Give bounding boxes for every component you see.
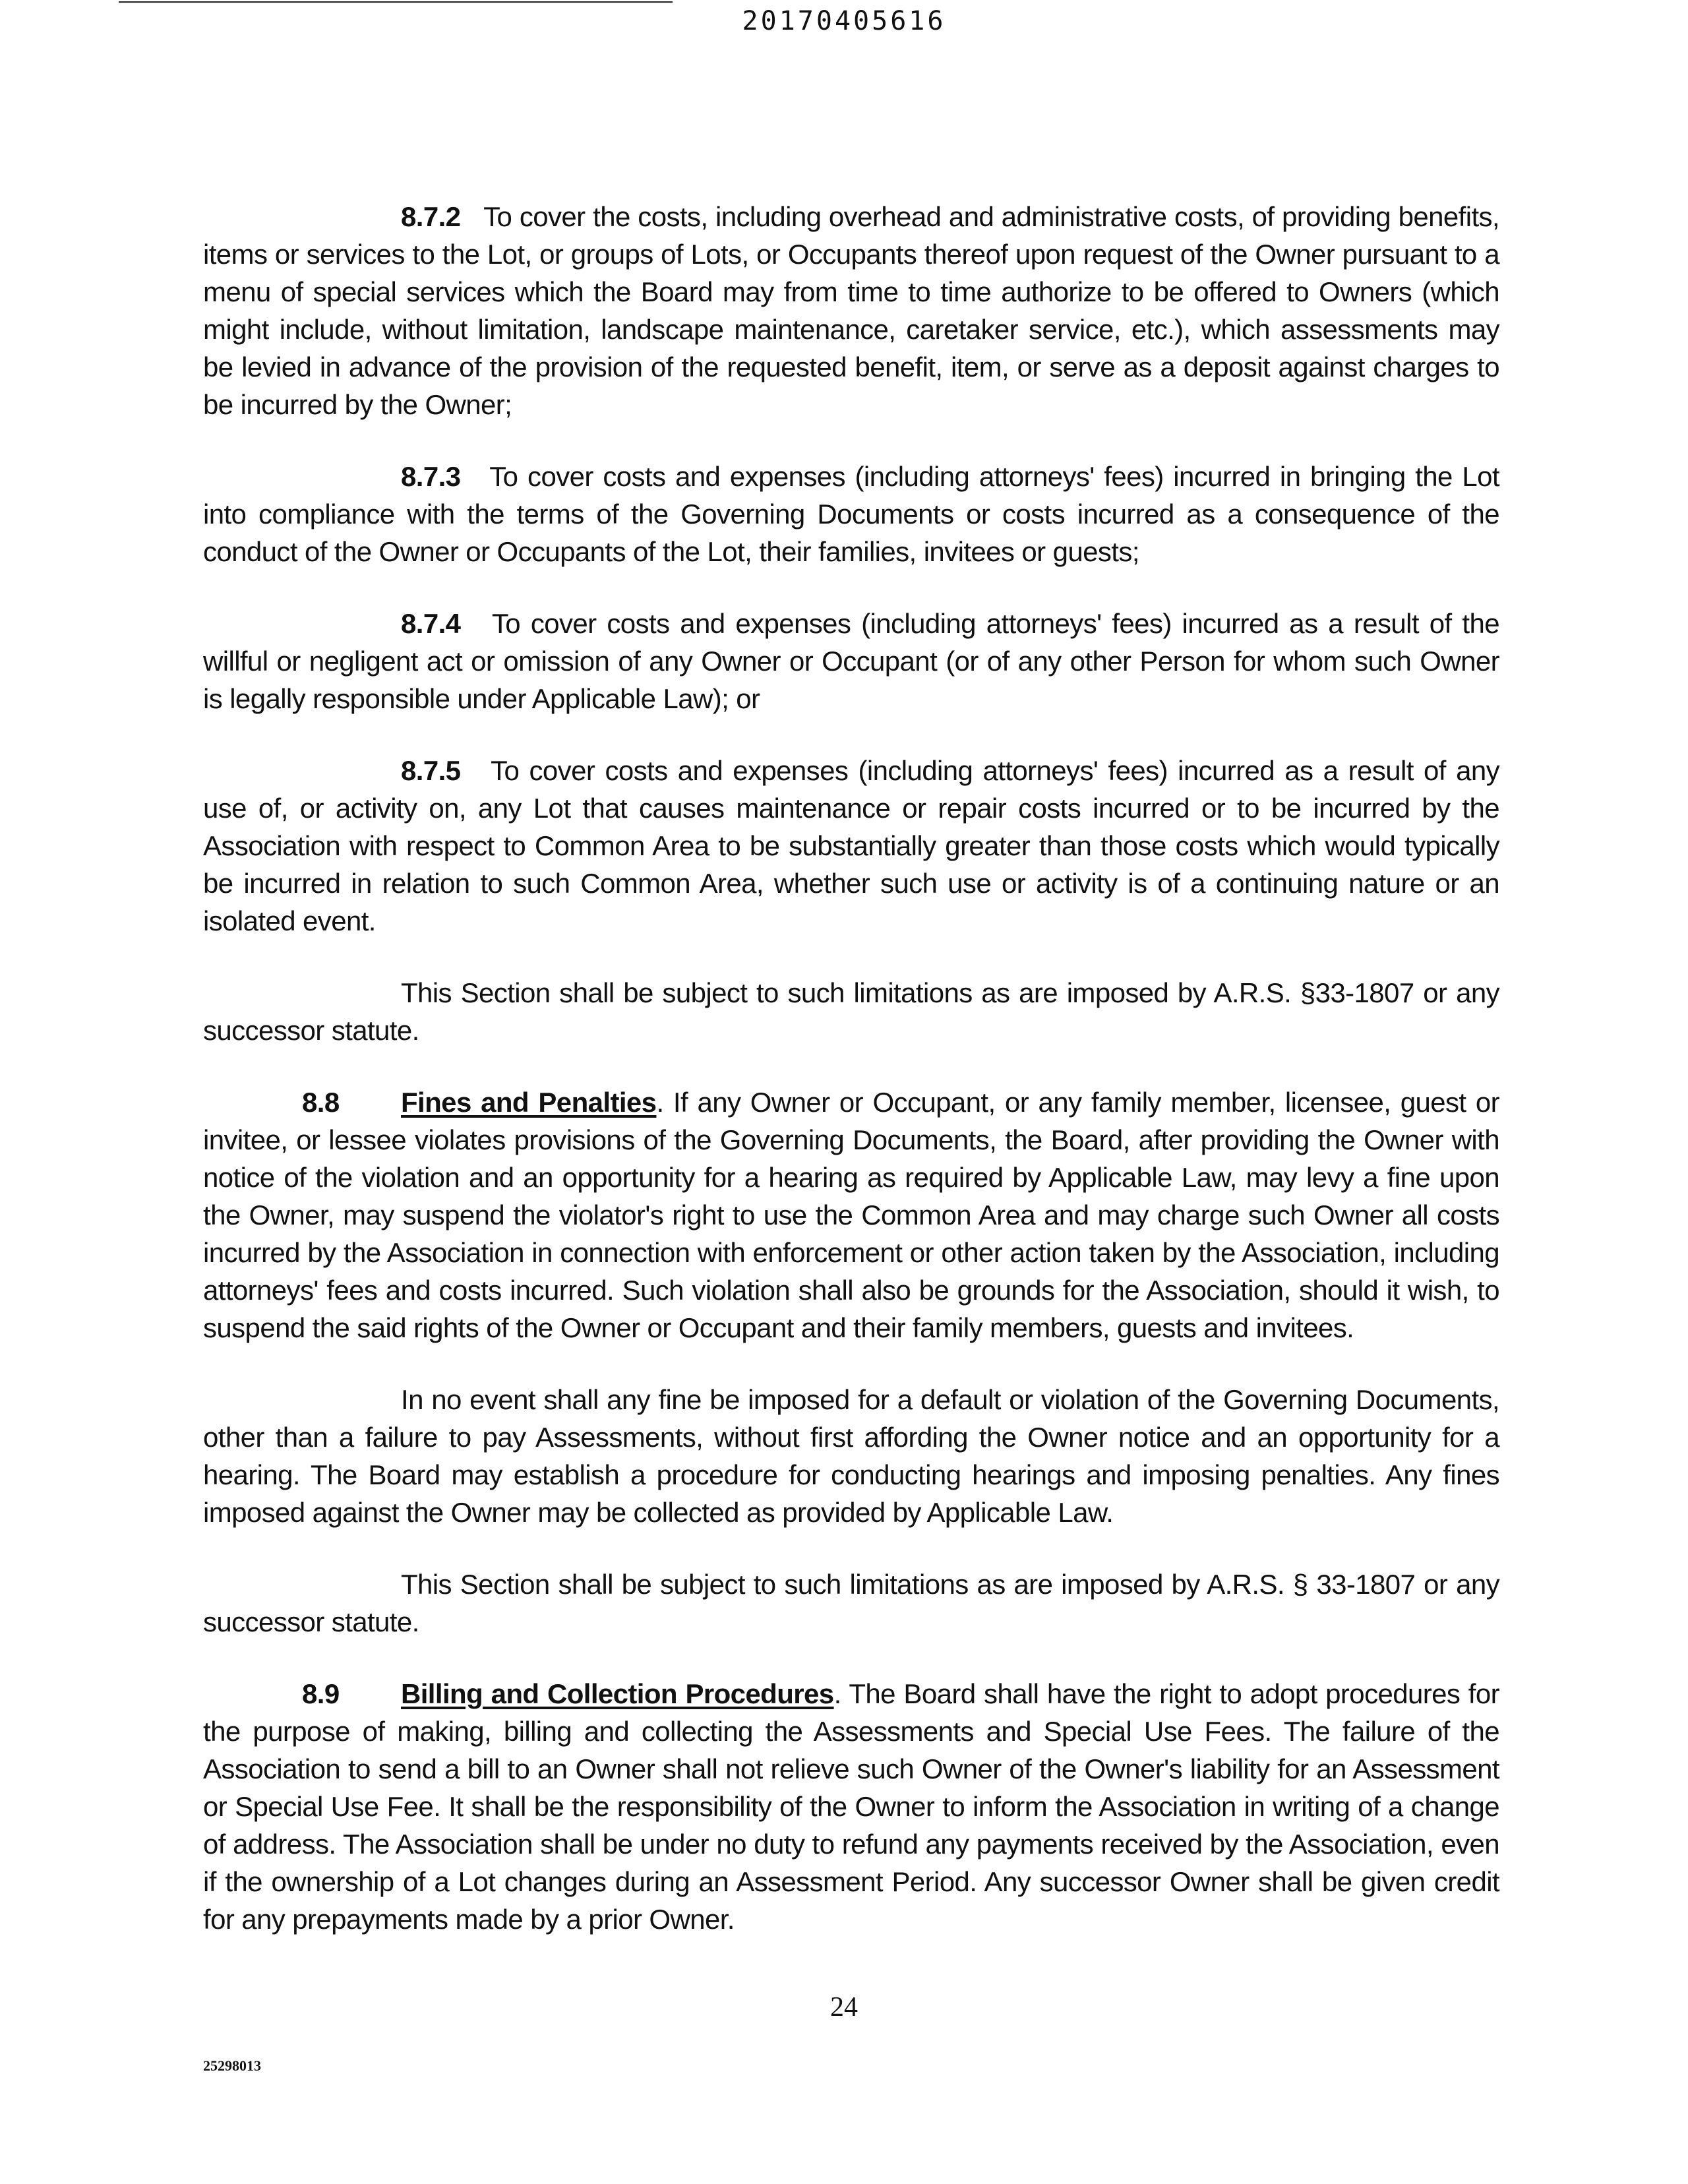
paragraph-text: In no event shall any fine be imposed for a default or violation of the Governing Documents, other than a failure to pay Assessments, without first affording the Owner notice and an opportunity for a hearing. The Board may establish a procedure for conducting hearings and imposing penalties. Any fines imposed against the Owner may be collected as provided by Applicable Law.	[203, 1384, 1499, 1528]
paragraph-8-7-5	[203, 752, 1499, 940]
paragraph-number: 8.7.4	[401, 608, 461, 639]
section-8-9-billing-and-collection	[203, 1675, 1499, 1938]
section-number: 8.8	[302, 1087, 340, 1118]
section-title: Fines and Penalties	[401, 1087, 657, 1118]
paragraph-text: This Section shall be subject to such limitations as are imposed by A.R.S. § 33-1807 or any successor statute.	[203, 1569, 1499, 1637]
paragraph-text: This Section shall be subject to such limitations as are imposed by A.R.S. §33-1807 or any successor statute.	[203, 977, 1499, 1046]
paragraph-text: To cover the costs, including overhead and administrative costs, of providing benefits, items or services to the Lot, or groups of Lots, or Occupants thereof upon request of the Owner pursuant to a menu of special services which the Board may from time to time authorize to be offered to Owners (which might include, without limitation, landscape maintenance, caretaker service, etc.), which assessments may be levied in advance of the provision of the requested benefit, item, or serve as a deposit against charges to be incurred by the Owner;	[203, 201, 1499, 420]
page-number: 24	[830, 1992, 858, 2022]
top-rule	[119, 1, 673, 3]
paragraph-text: To cover costs and expenses (including attorneys' fees) incurred in bringing the Lot into compliance with the terms of the Governing Documents or costs incurred as a consequence of the conduct of the Owner or Occupants of the Lot, their families, invitees or guests;	[203, 461, 1499, 567]
paragraph-text: To cover costs and expenses (including attorneys' fees) incurred as a result of the willful or negligent act or omission of any Owner or Occupant (or of any other Person for whom such Owner is legally responsible under Applicable Law); or	[203, 608, 1499, 714]
paragraph-8-7-2	[203, 198, 1499, 423]
paragraph-text: . If any Owner or Occupant, or any family member, licensee, guest or invitee, or lessee violates provisions of the Governing Documents, the Board, after providing the Owner with notice of the violation and an opportunity for a hearing as required by Applicable Law, may levy a fine upon the Owner, may suspend the violator's right to use the Common Area and may charge such Owner all costs incurred by the Association in connection with enforcement or other action taken by the Association, including attorneys' fees and costs incurred. Such violation shall also be grounds for the Association, should it wish, to suspend the said rights of the Owner or Occupant and their family members, guests and invitees.	[203, 1087, 1500, 1343]
section-8-8-fines-and-penalties	[203, 1083, 1499, 1347]
paragraph-8-7-3	[203, 458, 1499, 570]
document-body	[203, 198, 1499, 1938]
paragraph-8-7-4	[203, 605, 1499, 717]
paragraph-number: 8.7.5	[401, 755, 461, 786]
document-id: 25298013	[203, 2057, 261, 2074]
recording-number: 20170405616	[742, 6, 946, 36]
paragraph-text: To cover costs and expenses (including attorneys' fees) incurred as a result of any use of, or activity on, any Lot that causes maintenance or repair costs incurred or to be incurred by the Association with respect to Common Area to be substantially greater than those costs which would typically be incurred in relation to such Common Area, whether such use or activity is of a continuing nature or an isolated event.	[203, 755, 1499, 936]
paragraph-fines-hearing	[203, 1381, 1499, 1531]
section-number: 8.9	[302, 1678, 340, 1709]
paragraph-limitation-note	[203, 1565, 1499, 1641]
paragraph-number: 8.7.2	[401, 201, 461, 232]
paragraph-text: . The Board shall have the right to adopt procedures for the purpose of making, billing and collecting the Assessments and Special Use Fees. The failure of the Association to send a bill to an Owner shall not relieve such Owner of the Owner's liability for an Assessment or Special Use Fee. It shall be the responsibility of the Owner to inform the Association in writing of a change of address. The Association shall be under no duty to refund any payments received by the Association, even if the ownership of a Lot changes during an Assessment Period. Any successor Owner shall be given credit for any prepayments made by a prior Owner.	[203, 1678, 1499, 1935]
section-title: Billing and Collection Procedures	[401, 1678, 834, 1709]
paragraph-number: 8.7.3	[401, 461, 461, 492]
paragraph-limitation-note	[203, 974, 1499, 1049]
